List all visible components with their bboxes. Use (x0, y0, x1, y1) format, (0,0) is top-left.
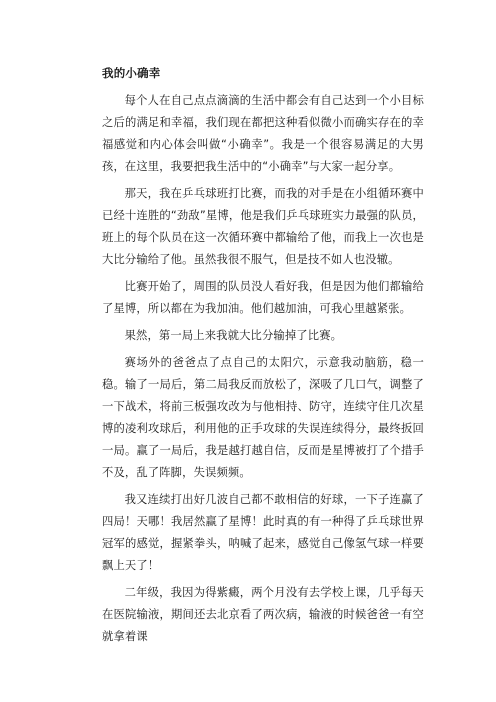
paragraph-4: 果然，第一局上来我就大比分输掉了比赛。 (124, 329, 343, 342)
paragraph-5: 赛场外的爸爸点了点自己的太阳穴，示意我动脑筋，稳一稳。输了一局后，第二局我反而放松了，深吸了几口气，调整了一下战术，将前三板强攻改为与他相持、防守，连续守住几次星博的凌利攻球后，利用他的正手攻球的失误连续得分，最终扳回一局。赢了一局后，我是越打越自信，反而是星博被打了个措手不及，乱了阵脚，失误频频。 (102, 356, 424, 479)
paragraph-7: 二年级，我因为得紫癜，两个月没有去学校上课，几乎每天在医院输液，期间还去北京看了两次病，输液的时候爸爸一有空就拿着课 (102, 586, 424, 643)
document-title: 我的小确幸 (102, 66, 161, 80)
document-body (102, 66, 424, 653)
paragraph-6: 我又连续打出好几波自己都不敢相信的好球，一下子连赢了四局！天哪！我居然赢了星博！此时真的有一种得了乒乓球世界冠军的感觉，握紧拳头，呐喊了起来，感觉自己像氢气球一样要飘上天了！ (102, 493, 424, 572)
paragraph-2: 那天，我在乒乓球班打比赛，而我的对手是在小组循环赛中已经十连胜的“劲敌”星博，他是我们乒乓球班实力最强的队员，班上的每个队员在这一次循环赛中都输给了他，而我上一次也是大比分输给了他。虽然我很不服气，但是技不如人也没辙。 (102, 187, 424, 266)
paragraph-3: 比赛开始了，周围的队员没人看好我，但是因为他们都输给了星博，所以都在为我加油。他们越加油，可我心里越紧张。 (102, 280, 424, 315)
paragraph-1: 每个人在自己点点滴滴的生活中都会有自己达到一个小目标之后的满足和幸福，我们现在都把这种看似微小而确实存在的幸福感觉和内心体会叫做“小确幸”。我是一个很容易满足的大男孩，在这里，我要把我生活中的“小确幸”与大家一起分享。 (102, 94, 424, 173)
